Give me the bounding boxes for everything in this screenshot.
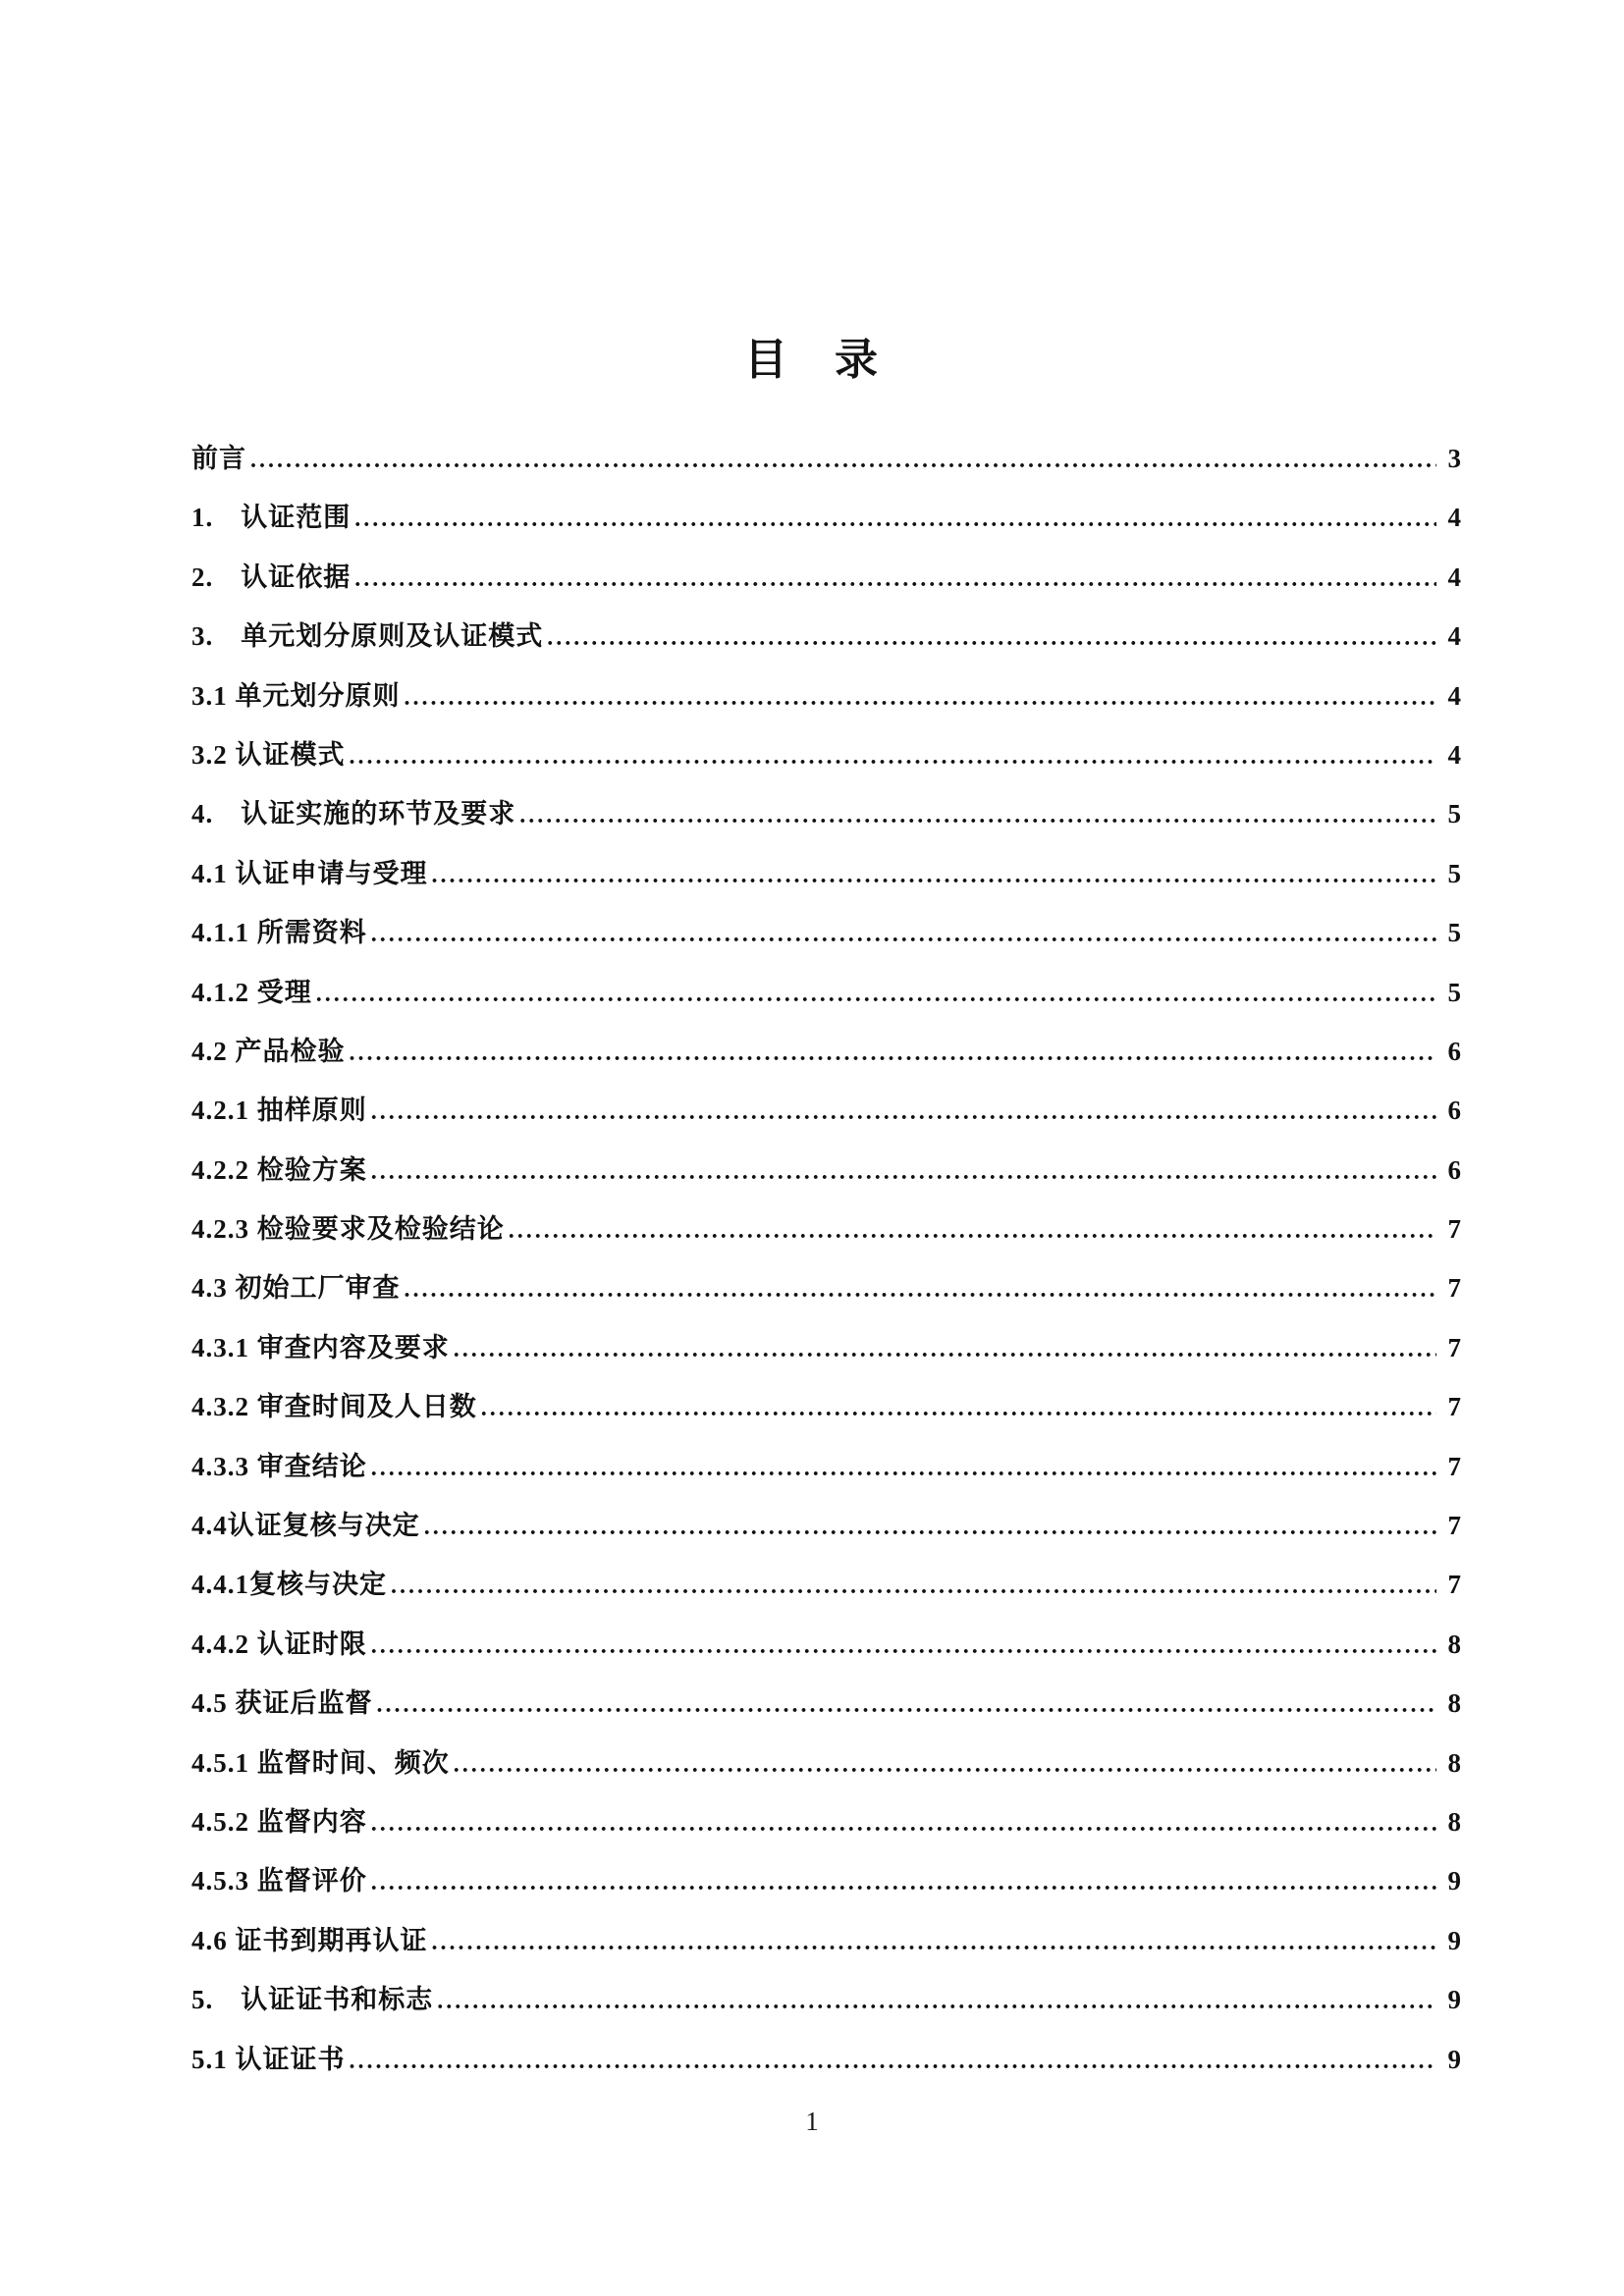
toc-entry-page-number: 4 — [1447, 739, 1461, 770]
toc-leader-dots — [316, 963, 1436, 1024]
toc-entry-page-number: 8 — [1447, 1629, 1461, 1659]
toc-entry-page-number: 9 — [1447, 2044, 1461, 2074]
page-footer-number: 1 — [805, 2107, 819, 2136]
toc-entry-page-number: 8 — [1447, 1688, 1461, 1719]
toc-entry — [191, 844, 1461, 903]
toc-entry — [191, 1674, 1461, 1733]
toc-leader-dots — [371, 1615, 1436, 1676]
toc-entry-page-number: 5 — [1447, 977, 1461, 1007]
toc-leader-dots — [371, 1081, 1436, 1142]
toc-entry-page-number: 3 — [1447, 444, 1461, 473]
toc-leader-dots — [350, 1022, 1437, 1083]
toc-entry-label: 4.6 证书到期再认证 — [191, 1925, 428, 1955]
toc-entry — [191, 1437, 1461, 1496]
toc-entry-page-number: 7 — [1447, 1570, 1461, 1600]
toc-entry-page-number: 5 — [1447, 918, 1461, 948]
toc-entry-label: 4.5.3 监督评价 — [191, 1866, 367, 1896]
toc-leader-dots — [350, 725, 1437, 786]
toc-leader-dots — [432, 1911, 1437, 1972]
toc-entry-page-number: 8 — [1447, 1747, 1461, 1778]
toc-entry — [191, 1792, 1461, 1851]
toc-leader-dots — [371, 1141, 1436, 1201]
toc-entry-label: 4.4认证复核与决定 — [191, 1511, 420, 1541]
toc-entry-label: 3.2 认证模式 — [191, 739, 346, 770]
toc-entry-label: 4.3.2 审查时间及人日数 — [191, 1392, 477, 1422]
toc-leader-dots — [424, 1496, 1436, 1557]
toc-entry-page-number: 8 — [1447, 1806, 1461, 1837]
toc-entry-page-number: 7 — [1447, 1332, 1461, 1362]
toc-leader-dots — [432, 844, 1437, 905]
toc-entry-page-number: 4 — [1447, 680, 1461, 711]
toc-leader-dots — [250, 429, 1436, 490]
toc-leader-dots — [377, 1674, 1437, 1735]
toc-leader-dots — [391, 1555, 1436, 1616]
toc-leader-dots — [519, 784, 1436, 845]
toc-entry — [191, 1555, 1461, 1614]
toc-entry — [191, 1318, 1461, 1377]
toc-entry-label: 4.5.2 监督内容 — [191, 1806, 367, 1837]
toc-leader-dots — [547, 607, 1436, 667]
toc-entry-page-number: 6 — [1447, 1095, 1461, 1126]
toc-entry-label: 5.1 认证证书 — [191, 2044, 346, 2074]
toc-entry-label: 4.5 获证后监督 — [191, 1688, 373, 1719]
page-title: 目 录 — [744, 336, 880, 384]
toc-entry-label: 前言 — [191, 444, 246, 473]
toc-entry — [191, 725, 1461, 784]
toc-leader-dots — [371, 1851, 1436, 1912]
toc-entry — [191, 1081, 1461, 1140]
toc-leader-dots — [371, 1792, 1436, 1853]
toc-entry — [191, 2030, 1461, 2089]
toc-entry — [191, 1022, 1461, 1081]
toc-entry-page-number: 7 — [1447, 1451, 1461, 1481]
toc-entry-page-number: 7 — [1447, 1392, 1461, 1422]
toc-leader-dots — [350, 2030, 1437, 2091]
toc-entry — [191, 1496, 1461, 1555]
toc-leader-dots — [371, 1437, 1436, 1498]
toc-entry-label: 4.2.2 检验方案 — [191, 1154, 367, 1185]
toc-entry — [191, 963, 1461, 1022]
toc-entry — [191, 1734, 1461, 1792]
toc-entry — [191, 607, 1461, 666]
toc-entry — [191, 488, 1461, 547]
toc-leader-dots — [405, 667, 1437, 727]
toc-entry-label: 4.2.3 检验要求及检验结论 — [191, 1214, 505, 1245]
toc-entry-label: 4.3 初始工厂审查 — [191, 1273, 401, 1304]
toc-entry — [191, 1377, 1461, 1436]
toc-entry-label: 3. 单元划分原则及认证模式 — [191, 621, 544, 652]
toc-entry-label: 5. 认证证书和标志 — [191, 1985, 434, 2015]
toc-entry — [191, 667, 1461, 725]
toc-entry-page-number: 9 — [1447, 1985, 1461, 2015]
toc-entry-label: 4.3.3 审查结论 — [191, 1451, 367, 1481]
toc-leader-dots — [454, 1734, 1436, 1794]
toc-entry-label: 4.1.2 受理 — [191, 977, 312, 1007]
toc-entry-label: 4.2.1 抽样原则 — [191, 1095, 367, 1126]
toc-leader-dots — [509, 1200, 1436, 1260]
toc-entry-page-number: 6 — [1447, 1036, 1461, 1066]
toc-entry-page-number: 4 — [1447, 561, 1461, 592]
toc-leader-dots — [371, 903, 1436, 964]
toc-entry-page-number: 6 — [1447, 1154, 1461, 1185]
toc-entry-label: 3.1 单元划分原则 — [191, 680, 401, 711]
toc-entry-label: 4.5.1 监督时间、频次 — [191, 1747, 450, 1778]
toc-entry — [191, 1615, 1461, 1674]
toc-entry — [191, 429, 1461, 488]
toc-leader-dots — [354, 548, 1436, 609]
toc-entry-page-number: 9 — [1447, 1925, 1461, 1955]
toc-entry — [191, 1141, 1461, 1200]
toc-entry-label: 4.4.2 认证时限 — [191, 1629, 367, 1659]
toc-leader-dots — [481, 1377, 1436, 1438]
toc-entry-page-number: 4 — [1447, 621, 1461, 652]
toc-entry — [191, 1911, 1461, 1970]
toc-leader-dots — [437, 1970, 1436, 2031]
toc-entry-page-number: 7 — [1447, 1273, 1461, 1304]
toc-entry-label: 4.4.1复核与决定 — [191, 1570, 387, 1600]
toc-entry-page-number: 7 — [1447, 1511, 1461, 1541]
toc-entry-page-number: 4 — [1447, 503, 1461, 533]
toc-entry-label: 2. 认证依据 — [191, 561, 352, 592]
toc-leader-dots — [354, 488, 1436, 549]
toc-entry — [191, 1851, 1461, 1910]
toc-entry — [191, 784, 1461, 843]
toc-entry-label: 4.1.1 所需资料 — [191, 918, 367, 948]
toc-entry — [191, 903, 1461, 962]
toc-entry-page-number: 5 — [1447, 799, 1461, 829]
toc-entry-label: 4.1 认证申请与受理 — [191, 858, 428, 888]
toc-entry — [191, 1258, 1461, 1317]
toc-entry-page-number: 5 — [1447, 858, 1461, 888]
toc-entry — [191, 1970, 1461, 2029]
toc-leader-dots — [405, 1258, 1437, 1319]
toc-leader-dots — [454, 1318, 1436, 1379]
toc-entry — [191, 548, 1461, 607]
toc-entry — [191, 1200, 1461, 1258]
toc-list — [191, 429, 1461, 2089]
toc-entry-page-number: 9 — [1447, 1866, 1461, 1896]
toc-entry-label: 4.2 产品检验 — [191, 1036, 346, 1066]
toc-entry-label: 4.3.1 审查内容及要求 — [191, 1332, 450, 1362]
toc-entry-label: 1. 认证范围 — [191, 503, 352, 533]
toc-entry-label: 4. 认证实施的环节及要求 — [191, 799, 516, 829]
toc-entry-page-number: 7 — [1447, 1214, 1461, 1245]
